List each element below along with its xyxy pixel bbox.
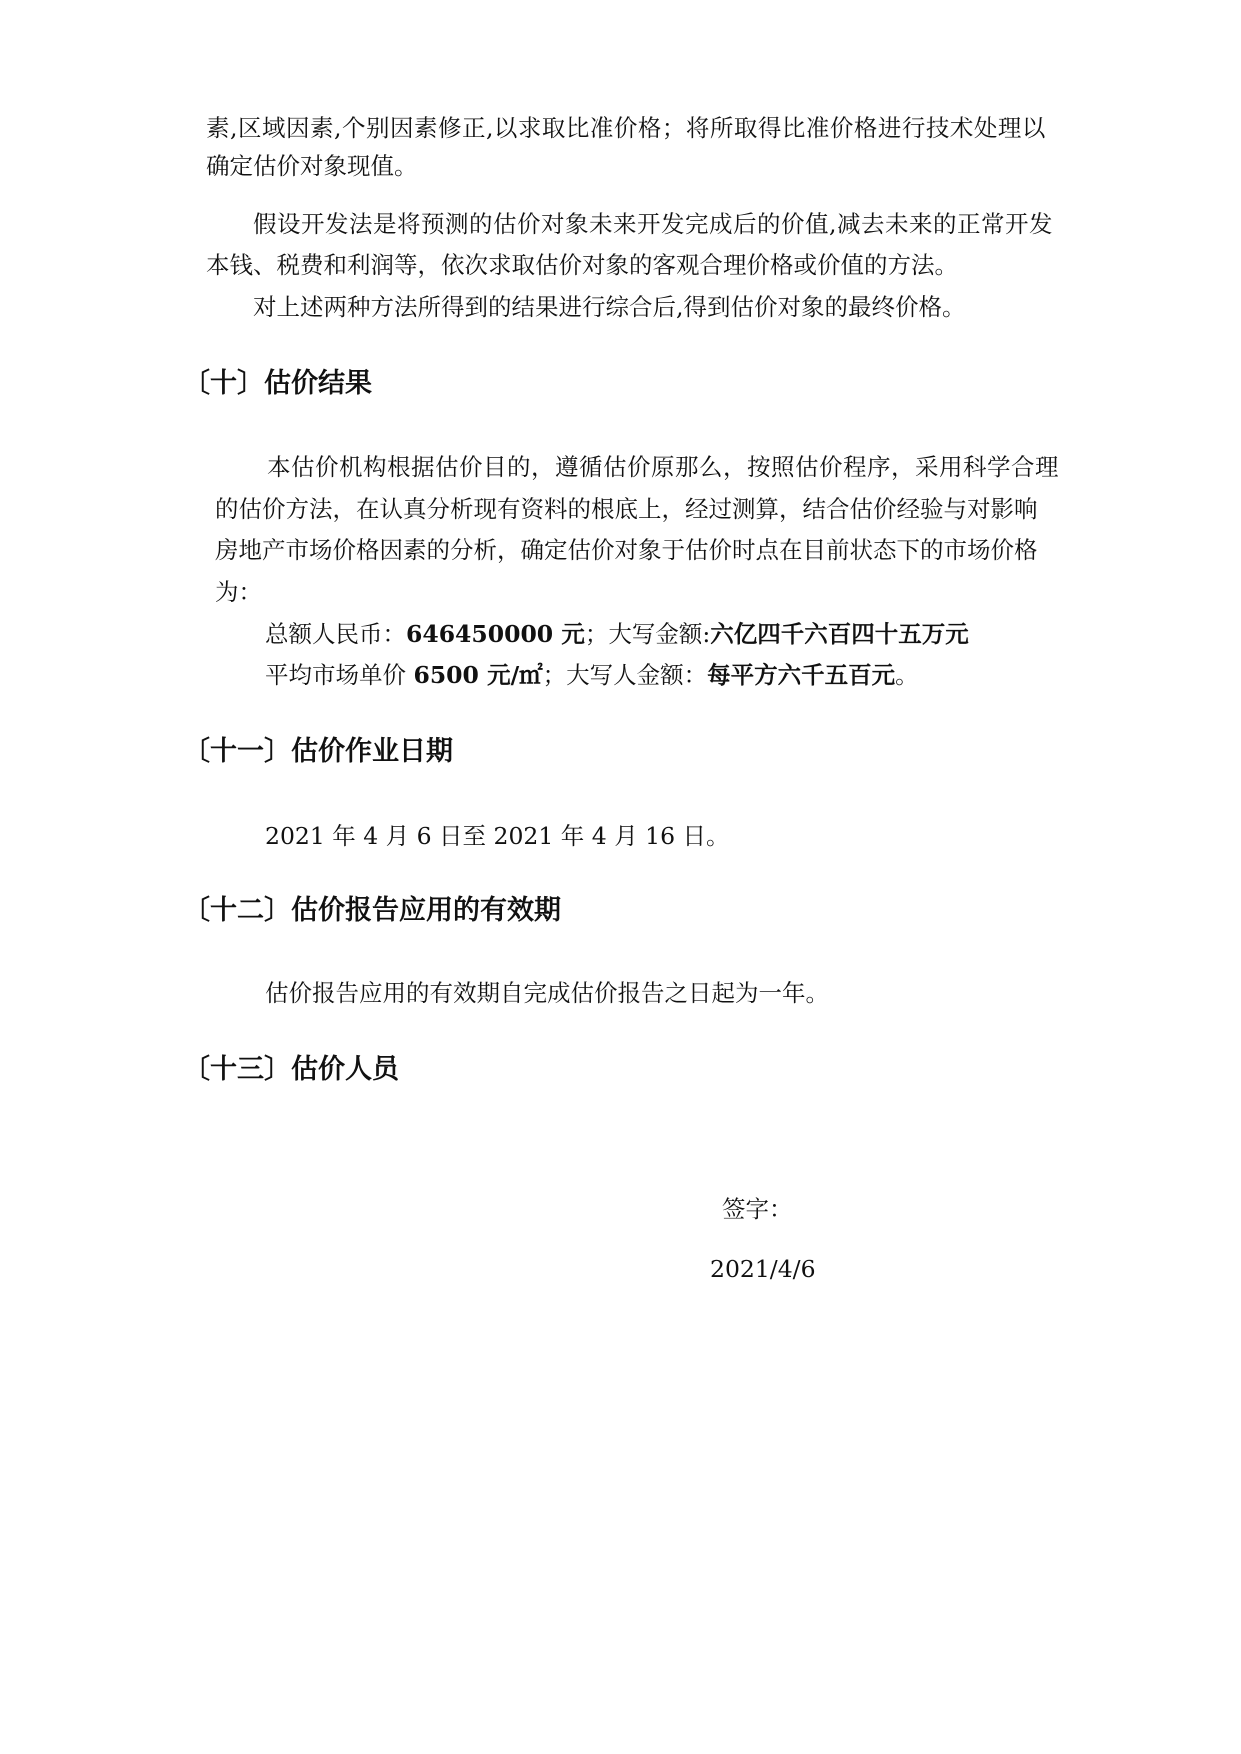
unit-price-value: 6500 元/㎡ [413, 661, 543, 689]
total-amount-line [265, 619, 969, 649]
total-amount-label: 总额人民币： [265, 620, 406, 648]
unit-price-words: 每平方六千五百元 [707, 661, 896, 689]
unit-price-line [265, 660, 919, 690]
validity-period: 估价报告应用的有效期自完成估价报告之日起为一年。 [265, 979, 829, 1007]
signature-label: 签字： [722, 1195, 793, 1223]
unit-price-separator: ；大写人金额： [542, 661, 708, 689]
sec10-line-3: 房地产市场价格因素的分析，确定估价对象于估价时点在目前状态下的市场价格 [215, 536, 1038, 564]
work-dates: 2021 年 4 月 6 日至 2021 年 4 月 16 日。 [265, 822, 730, 850]
sec10-line-4: 为： [215, 578, 262, 606]
total-amount-value: 646450000 元 [406, 620, 585, 648]
sec10-line-1: 本估价机构根据估价目的，遵循估价原那么，按照估价程序，采用科学合理 [267, 453, 1059, 481]
methods-line-5: 对上述两种方法所得到的结果进行综合后,得到估价对象的最终价格。 [253, 293, 966, 321]
section-12-heading: 〔十二〕估价报告应用的有效期 [183, 895, 561, 926]
signature-date: 2021/4/6 [710, 1255, 816, 1283]
total-amount-words: 六亿四千六百四十五万元 [710, 620, 969, 648]
unit-price-label: 平均市场单价 [265, 661, 414, 689]
methods-line-3: 假设开发法是将预测的估价对象未来开发完成后的价值,减去未来的正常开发 [253, 210, 1053, 238]
section-10-heading: 〔十〕估价结果 [183, 368, 372, 399]
sec10-line-2: 的估价方法，在认真分析现有资料的根底上，经过测算，结合估价经验与对影响 [215, 495, 1038, 523]
methods-line-2: 确定估价对象现值。 [206, 152, 418, 180]
unit-price-end: 。 [895, 661, 919, 689]
section-13-heading: 〔十三〕估价人员 [183, 1054, 399, 1085]
total-amount-separator: ；大写金额: [584, 620, 711, 648]
methods-line-1: 素,区域因素,个别因素修正,以求取比准价格；将所取得比准价格进行技术处理以 [206, 114, 1046, 142]
methods-line-4: 本钱、税费和利润等，依次求取估价对象的客观合理价格或价值的方法。 [206, 251, 958, 279]
section-11-heading: 〔十一〕估价作业日期 [183, 736, 453, 767]
